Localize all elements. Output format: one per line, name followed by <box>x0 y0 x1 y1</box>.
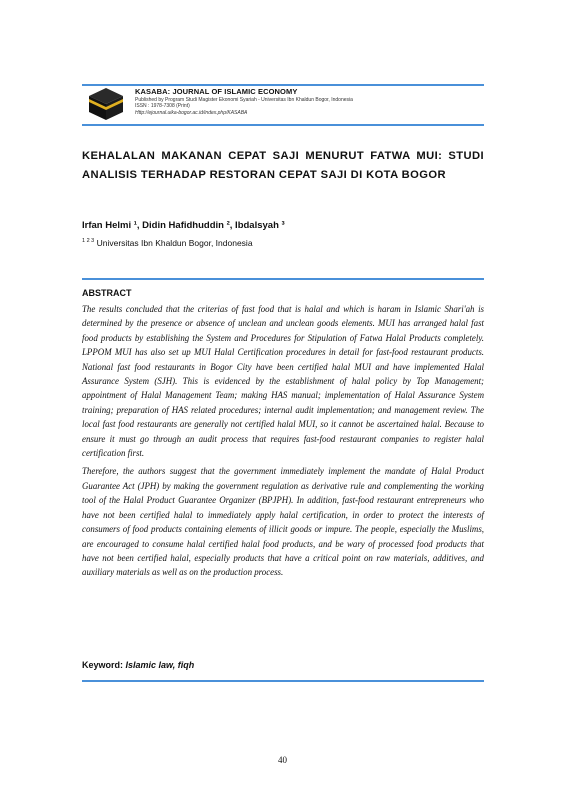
keyword-value: Islamic law, fiqh <box>125 660 195 670</box>
abstract-paragraph-1: The results concluded that the criterias of fast food that is halal and which is haram in Islamic Shari'ah is determined by the presence or absence of unclean and unclean goods elements. MUI has arranged halal fast food products by establishing the System and Procedures for Stipulation of Fatwa Halal Products completely. LPPOM MUI has also set up MUI Halal Certification procedures in detail for fast-food restaurant products. National fast food restaurants in Bogor City have been certified halal MUI and have implemented Halal Assurance System (SJH). This is evidenced by the establishment of halal policy by Top Management; appointment of Halal Management Team; making HAS manual; implementation of Halal Assurance System training; preparation of HAS related procedures; internal audit implementation; and management review. The local fast food restaurants are generally not certified halal MUI, so it cannot be ascertained halal. Because to ensure it must go through an audit process that requires fast-food restaurant companies to register halal certification first. <box>82 304 484 459</box>
kaaba-logo-icon <box>88 87 124 121</box>
header-bottom-rule <box>82 124 484 126</box>
keyword-label: Keyword: <box>82 660 124 670</box>
affiliation <box>82 238 253 248</box>
abstract-heading: ABSTRACT <box>82 288 132 298</box>
issn-line: ISSN : 1978-7308 (Print) <box>135 103 190 110</box>
keyword-line <box>82 660 194 670</box>
affiliation-marks: 1 2 3 <box>82 238 95 245</box>
article-title: KEHALALAN MAKANAN CEPAT SAJI MENURUT FATWA MUI: STUDI ANALISIS TERHADAP RESTORAN CEPAT SAJI DI KOTA BOGOR <box>82 150 484 181</box>
header-top-rule <box>82 84 484 86</box>
abstract-bottom-rule <box>82 680 484 682</box>
journal-url[interactable]: Http://ejournal.uika-bogor.ac.id/index.php/KASABA <box>135 109 248 116</box>
abstract-body <box>82 302 484 584</box>
abstract-top-rule <box>82 278 484 280</box>
page-number: 40 <box>278 755 287 765</box>
journal-masthead <box>135 87 480 116</box>
publisher-line: Published by Program Studi Magister Ekonomi Syariah - Universitas Ibn Khaldun Bogor, Indonesia <box>135 97 353 103</box>
affiliation-text: Universitas Ibn Khaldun Bogor, Indonesia <box>96 238 253 248</box>
journal-name: KASABA: JOURNAL OF ISLAMIC ECONOMY <box>135 87 298 96</box>
abstract-paragraph-2: Therefore, the authors suggest that the government immediately implement the mandate of Halal Product Guarantee Act (JPH) by making the government regulation as derivative rule and complementing the working tool of the Halal Product Guarantee Organizer (BPJPH). In addition, fast-food restaurant entrepreneurs who have not been certified halal to immediately apply halal certification, in order to protect the interests of consumers of food products containing elements of illicit goods or impure. The people, especially the Muslims, are encouraged to consume halal certified halal food products, and be wary of processed food products that have not been certified halal, especially products that have a critical point on raw materials, additives, and auxiliary materials as well as on the production process. <box>82 466 484 578</box>
author-list: Irfan Helmi ¹, Didin Hafidhuddin ², Ibdalsyah ³ <box>82 220 285 231</box>
